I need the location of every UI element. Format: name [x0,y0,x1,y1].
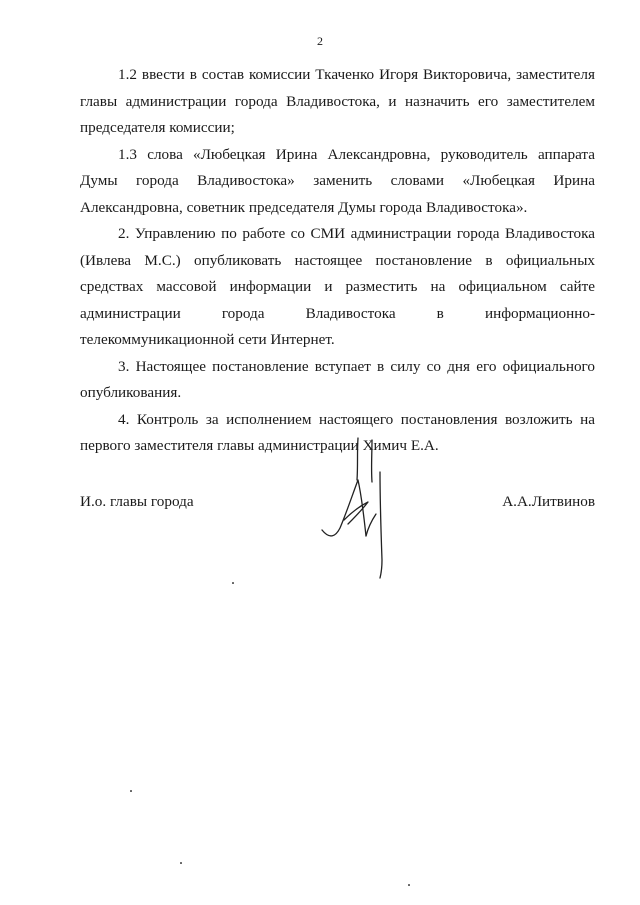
signatory-title: И.о. главы города [80,493,194,510]
paragraph-1-3: 1.3 слова «Любецкая Ирина Александровна, руководитель аппарата Думы города Владивостока» заменить словами «Любецкая Ирина Александровна, советник председателя Думы города Владивостока». [80,145,595,216]
scan-speck [232,582,234,584]
paragraph-1-2: 1.2 ввести в состав комиссии Ткаченко Игоря Викторовича, заместителя главы администрации города Владивостока, и назначить его заместителем председателя комиссии; [80,66,595,136]
handwritten-signature [300,432,410,592]
scan-speck [130,790,132,792]
scan-speck [408,884,410,886]
paragraph-2: 2. Управлению по работе со СМИ администрации города Владивостока (Ивлева М.С.) опубликовать настоящее постановление в официальных средствах массовой информации и разместить на официальном сайте администрации города Владивостока в информационно-телекоммуникационной сети Интернет. [80,225,595,348]
scan-speck [180,862,182,864]
signatory-name: А.А.Литвинов [502,493,595,510]
document-body [80,62,595,460]
paragraph-3: 3. Настоящее постановление вступает в силу со дня его официального опубликования. [80,357,595,401]
paragraph-4: 4. Контроль за исполнением настоящего постановления возложить на первого заместителя главы администрации Химич Е.А. [80,410,595,454]
page-number: 2 [317,34,323,48]
